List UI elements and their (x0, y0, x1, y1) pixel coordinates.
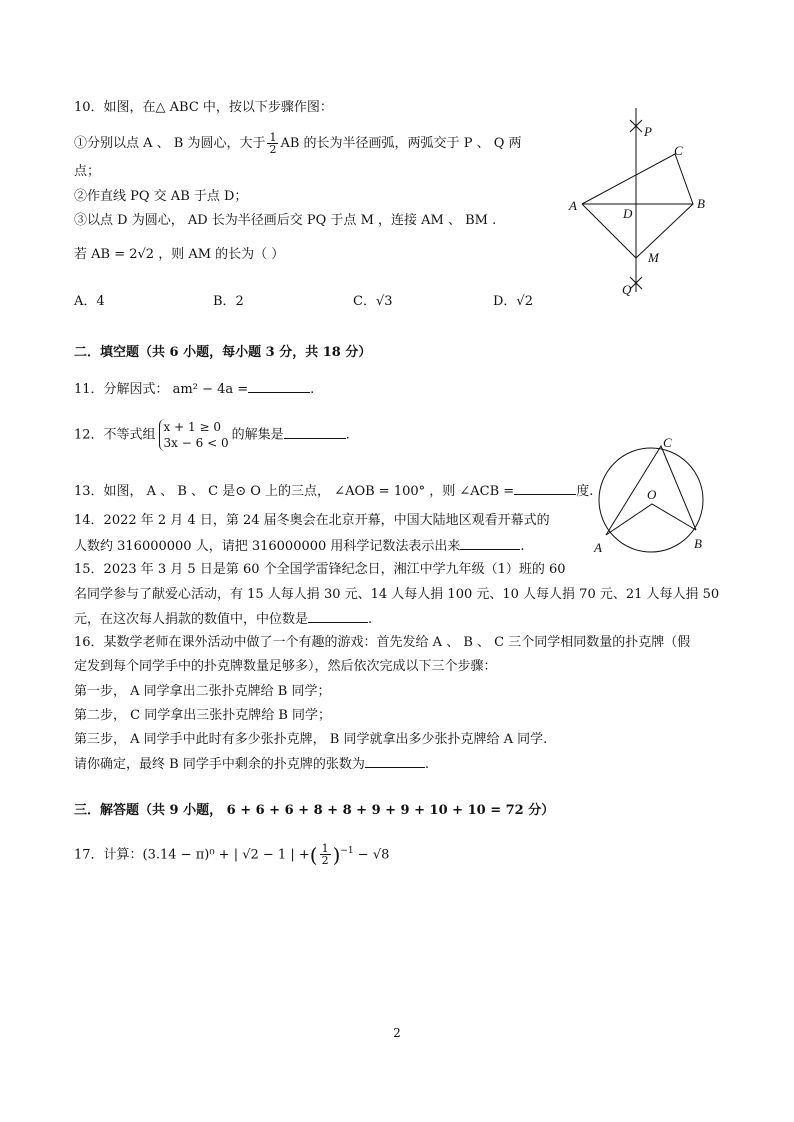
q17-pre: 17．计算： (74, 847, 143, 863)
q15-line2: 名同学参与了献爱心活动，有 15 人每人捐 30 元、14 人每人捐 100 元、10 人每人捐 70 元、21 人每人捐 50 (74, 587, 720, 602)
q17-exponent: −1 (340, 846, 354, 856)
q17-expr2: − √8 (353, 847, 390, 863)
q16-line2: 定发到每个同学手中的扑克牌数量足够多），然后依次完成以下三个步骤： (74, 659, 497, 674)
q12-mid: 的解集是 (231, 427, 284, 443)
q13-answer-blank (514, 482, 576, 495)
q16-line5: 第三步， A 同学手中此时有多少张扑克牌， B 同学就拿出多少张扑克牌给 A 同学. (74, 732, 548, 747)
label-p: P (644, 124, 652, 139)
q10-option-b: B．2 (213, 294, 244, 309)
q12-answer-blank (284, 426, 346, 439)
q17-expr1: (3.14 − π)⁰ + | √2 − 1 | + (142, 847, 310, 863)
q10-step1-post: AB 的长为半径画弧，两弧交于 P 、 Q 两 (280, 136, 522, 151)
q12-ineq1: x + 1 ≥ 0 (163, 420, 221, 434)
q15-line1: 15．2023 年 3 月 5 日是第 60 个全国学雷锋纪念日，湘江中学九年级（1）班的 60 (74, 562, 566, 577)
q10-frac-den: 2 (269, 143, 277, 156)
q17 (74, 842, 389, 866)
q12-ineq2: 3x − 6 < 0 (163, 436, 229, 450)
q14-line1: 14．2022 年 2 月 4 日，第 24 届冬奥会在北京开幕，中国大陆地区观看开幕式的 (74, 513, 550, 528)
q11-answer-blank (248, 380, 310, 393)
q10-step2: ②作直线 PQ 交 AB 于点 D； (74, 189, 248, 204)
label-a: A (594, 540, 602, 555)
q16-answer-blank (365, 755, 425, 768)
q14-line2 (74, 537, 525, 556)
page-number: 2 (393, 1026, 401, 1040)
q10-step3: ③以点 D 为圆心， AD 长为半径画后交 PQ 于点 M ，连接 AM 、 BM . (74, 213, 497, 228)
label-d: D (623, 206, 633, 221)
label-m: M (648, 250, 659, 265)
q13-pre: 13．如图， A 、 B 、 C 是⊙ O 上的三点， ∠AOB = 100° ，则 ∠ACB = (74, 484, 515, 499)
q13-post: 度. (576, 484, 594, 499)
q12-inequality-system (159, 419, 229, 451)
q10-step1-cont: 点； (74, 164, 101, 179)
label-a: A (569, 198, 577, 213)
q16-line3: 第一步， A 同学拿出二张扑克牌给 B 同学； (74, 684, 331, 699)
q10-condition: 若 AB = 2√2 ，则 AM 的长为（ ） (74, 247, 285, 262)
segment-bm (636, 204, 693, 258)
q13-circle-figure (586, 432, 716, 557)
radii-oa-ob (606, 504, 696, 535)
q11-pre: 11．分解因式： am² − 4a = (74, 382, 249, 397)
q17-half-fraction (320, 843, 331, 866)
q10-option-d: D．√2 (493, 294, 533, 309)
q12-pre: 12．不等式组 (74, 427, 156, 443)
section2-title: 二．填空题（共 6 小题，每小题 3 分，共 18 分） (74, 345, 372, 360)
q17-rparen: ) (332, 842, 341, 867)
q14-line2-text: 人数约 316000000 人，请把 316000000 用科学记数法表示出来 (74, 539, 461, 554)
q16-post: . (424, 757, 429, 772)
q15-post: . (368, 612, 373, 627)
triangle-abc (582, 154, 693, 204)
q15-line3 (74, 610, 372, 629)
q16-line6-text: 请你确定，最终 B 同学手中剩余的扑克牌的张数为 (74, 757, 365, 772)
section3-title: 三．解答题（共 9 小题， 6 + 6 + 6 + 8 + 8 + 9 + 9 + 10 + 10 = 72 分） (74, 803, 555, 818)
q10-triangle-figure (560, 100, 720, 300)
q10-frac-num: 1 (269, 131, 277, 144)
q10-half-fraction (267, 132, 278, 155)
label-q: Q (622, 282, 632, 297)
q14-post: . (520, 539, 525, 554)
q16-line1: 16．某数学老师在课外活动中做了一个有趣的游戏：首先发给 A 、 B 、 C 三个同学相同数量的扑克牌（假 (74, 635, 691, 650)
q17-frac-den: 2 (321, 854, 329, 868)
q12-post: . (345, 427, 350, 443)
q15-answer-blank (308, 610, 368, 623)
label-b: B (694, 536, 702, 551)
q16-line6 (74, 755, 429, 774)
q10-option-c: C．√3 (353, 294, 393, 309)
q10-step1 (74, 132, 522, 155)
q10-step1-pre: ①分别以点 A 、 B 为圆心，大于 (74, 136, 266, 151)
label-o: O (647, 487, 657, 502)
q16-line4: 第二步， C 同学拿出三张扑克牌给 B 同学； (74, 708, 332, 723)
q10-option-a: A．4 (74, 294, 105, 309)
label-c: C (663, 435, 672, 450)
q14-answer-blank (460, 537, 520, 550)
q17-lparen: ( (309, 842, 318, 867)
q12 (74, 419, 350, 451)
q13 (74, 482, 593, 501)
q11-post: . (310, 382, 315, 397)
label-c: C (674, 143, 683, 158)
q11 (74, 380, 314, 399)
q15-line3-text: 元，在这次每人捐款的数值中，中位数是 (74, 612, 309, 627)
q17-frac-num: 1 (321, 842, 329, 856)
label-b: B (697, 196, 705, 211)
q10-intro: 10．如图，在△ ABC 中，按以下步骤作图： (74, 100, 333, 115)
